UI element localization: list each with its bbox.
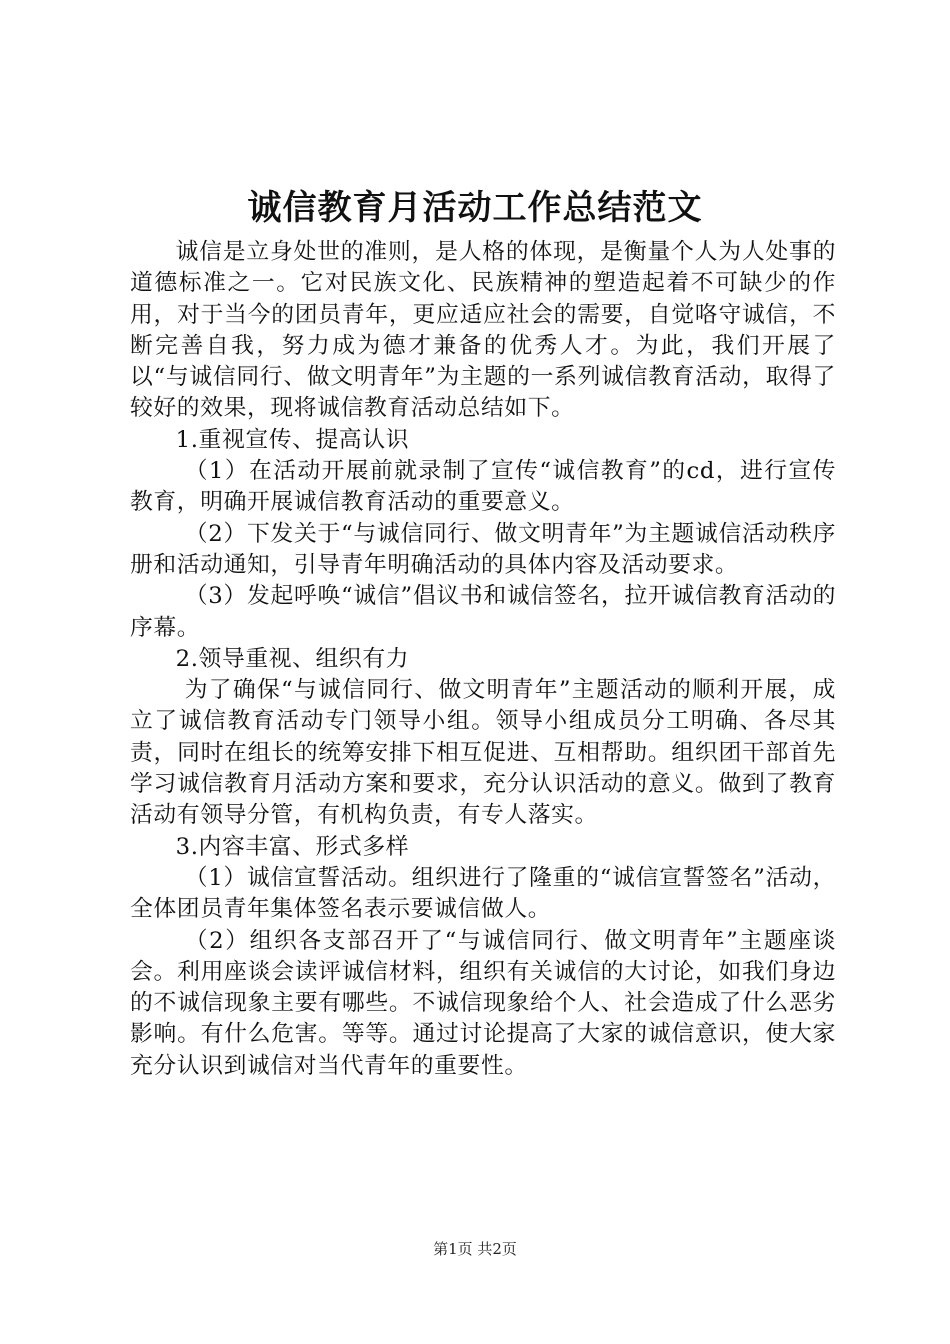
section-2-paragraph: 为了确保“与诚信同行、做文明青年”主题活动的顺利开展，成立了诚信教育活动专门领导小组。领导小组成员分工明确、各尽其责，同时在组长的统筹安排下相互促进、互相帮助。组织团干部首先学习诚信教育月活动方案和要求，充分认识活动的意义。做到了教育活动有领导分管，有机构负责，有专人落实。 — [130, 677, 836, 829]
document-body — [130, 237, 836, 1082]
list-item-3-2: （2）组织各支部召开了“与诚信同行、做文明青年”主题座谈会。利用座谈会读评诚信材料，组织有关诚信的大讨论，如我们身边的不诚信现象主要有哪些。不诚信现象给个人、社会造成了什么恶劣影响。有什么危害。等等。通过讨论提高了大家的诚信意识，使大家充分认识到诚信对当代青年的重要性。 — [130, 927, 836, 1079]
section-heading-1: 1.重视宣传、提高认识 — [175, 426, 410, 453]
list-item-3-1: （1）诚信宣誓活动。组织进行了隆重的“诚信宣誓签名”活动，全体团员青年集体签名表示要诚信做人。 — [130, 864, 836, 923]
intro-paragraph: 诚信是立身处世的准则，是人格的体现，是衡量个人为人处事的道德标准之一。它对民族文化、民族精神的塑造起着不可缺少的作用，对于当今的团员青年，更应适应社会的需要，自觉咯守诚信，不断完善自我，努力成为德才兼备的优秀人才。为此，我们开展了以“与诚信同行、做文明青年”为主题的一系列诚信教育活动，取得了较好的效果，现将诚信教育活动总结如下。 — [130, 239, 836, 422]
section-heading-2: 2.领导重视、组织有力 — [175, 645, 410, 672]
list-item-1-3: （3）发起呼唤“诚信”倡议书和诚信签名，拉开诚信教育活动的序幕。 — [130, 583, 836, 641]
page-footer: 第1页 共2页 — [433, 1240, 517, 1258]
section-heading-3: 3.内容丰富、形式多样 — [175, 833, 410, 860]
document-title: 诚信教育月活动工作总结范文 — [247, 188, 703, 228]
list-item-1-1: （1）在活动开展前就录制了宣传“诚信教育”的cd，进行宣传教育，明确开展诚信教育活动的重要意义。 — [130, 458, 836, 516]
list-item-1-2: （2）下发关于“与诚信同行、做文明青年”为主题诚信活动秩序册和活动通知，引导青年明确活动的具体内容及活动要求。 — [130, 520, 836, 578]
